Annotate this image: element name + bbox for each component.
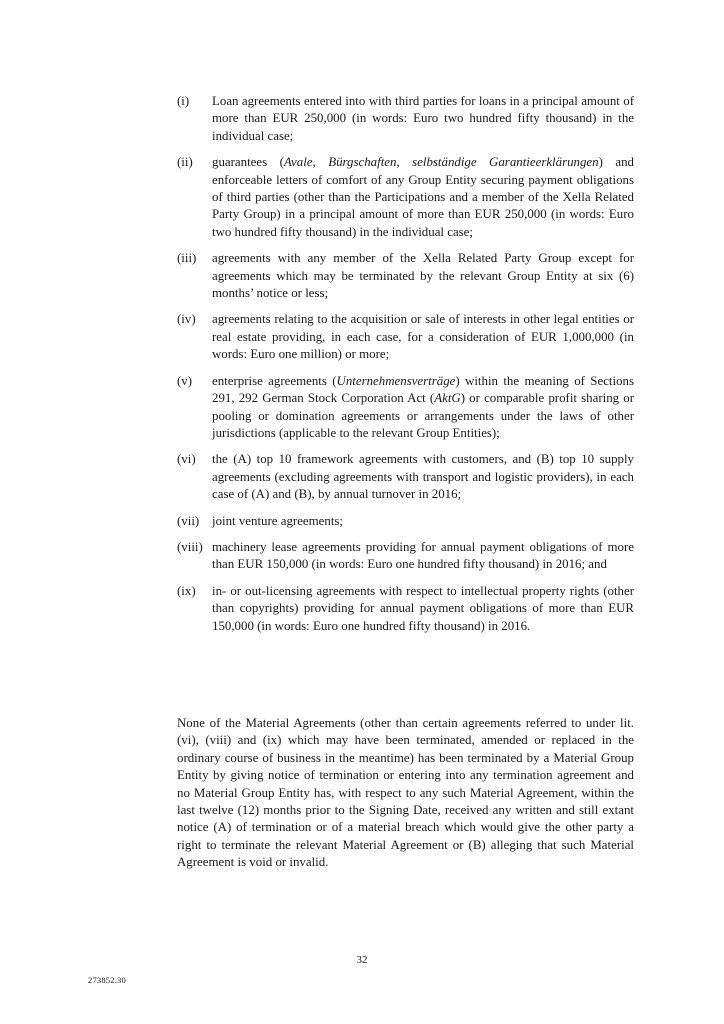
page-number: 32 (356, 954, 368, 966)
agreement-list (177, 93, 634, 644)
list-item (177, 451, 634, 503)
list-item-text (212, 373, 634, 443)
list-item-marker: (i) (177, 94, 190, 108)
closing-paragraph: None of the Material Agreements (other than certain agreements referred to under lit. (vi), (viii) and (ix) which may have been terminated, amended or replaced in the ordinary course of business in the meantime) has been terminated by a Material Group Entity by giving notice of termination or entering into any termination agreement and no Material Group Entity has, with respect to any such Material Agreement, within the last twelve (12) months prior to the Signing Date, received any written and still extant notice (A) of termination or of a material breach which would give the other party a right to terminate the relevant Material Agreement or (B) alleging that such Material Agreement is void or invalid. (177, 716, 634, 870)
list-item-marker: (vi) (177, 452, 196, 467)
list-item-marker: (iii) (177, 251, 197, 266)
italic-term: Unternehmensverträge (336, 373, 456, 388)
text-segment: joint venture agreements; (212, 513, 344, 528)
italic-term: Avale, Bürgschaften, selbständige Garantieerklärungen (283, 155, 599, 170)
text-segment: ) or comparable profit sharing or pooling or domination agreements or arrangements under the laws of other jurisdictions (applicable to the relevant Group Entities); (212, 391, 634, 440)
text-segment: agreements with any member of the Xella Related Party Group except for agreements which may be terminated by the relevant Group Entity at six (6) months’ notice or less; (212, 251, 634, 301)
list-item-text (212, 451, 634, 503)
list-item-text (212, 539, 634, 574)
text-segment: enterprise agreements ( (212, 373, 337, 388)
text-segment: the (A) top 10 framework agreements with customers, and (B) top 10 supply agreements (excluding agreements with transport and logistic providers), in each case of (A) and (B), by annual turnover in 2016; (212, 452, 634, 502)
text-segment: ) and enforceable letters of comfort of any Group Entity securing payment obligations of third parties (other than the Participations and a member of the Xella Related Party Group) in a principal amount of more than EUR 250,000 (in words: Euro two hundred fifty thousand) in the individual case; (212, 155, 634, 239)
list-item-marker: (vii) (177, 513, 200, 528)
list-item-marker: (viii) (177, 539, 203, 554)
list-item-text (212, 513, 634, 530)
list-item (177, 311, 634, 363)
text-segment: machinery lease agreements providing for annual payment obligations of more than EUR 150,000 (in words: Euro one hundred fifty thousand) in 2016; and (212, 539, 634, 572)
list-item (177, 539, 634, 574)
text-segment: agreements relating to the acquisition or sale of interests in other legal entities or real estate providing, in each case, for a consideration of EUR 1,000,000 (in words: Euro one million) or more; (212, 312, 634, 362)
list-item-text (212, 154, 634, 241)
list-item (177, 250, 634, 302)
list-item (177, 583, 634, 635)
list-item-text (212, 311, 634, 363)
list-item-marker: (iv) (177, 312, 196, 327)
text-segment: in- or out-licensing agreements with respect to intellectual property rights (other than copyrights) providing for annual payment obligations of more than EUR 150,000 (in words: Euro one hundred fifty thousand) in 2016. (212, 583, 634, 633)
list-item (177, 513, 634, 530)
text-segment: Loan agreements entered into with third parties for loans in a principal amount of more than EUR 250,000 (in words: Euro two hundred fifty thousand) in the individual case; (212, 94, 634, 143)
list-item-marker: (ii) (177, 155, 193, 170)
text-segment: guarantees ( (212, 155, 284, 170)
list-item-marker: (ix) (177, 583, 196, 598)
list-item-text (212, 583, 634, 635)
italic-term: AktG (434, 391, 461, 406)
list-item-marker: (v) (177, 373, 193, 388)
list-item (177, 154, 634, 241)
document-reference: 273852.30 (88, 975, 126, 985)
list-item (177, 93, 634, 145)
list-item-text (212, 250, 634, 302)
list-item-text (212, 93, 634, 145)
list-item (177, 373, 634, 443)
text-segment: ) within the meaning of Sections 291, 292 German Stock Corporation Act ( (212, 373, 634, 406)
